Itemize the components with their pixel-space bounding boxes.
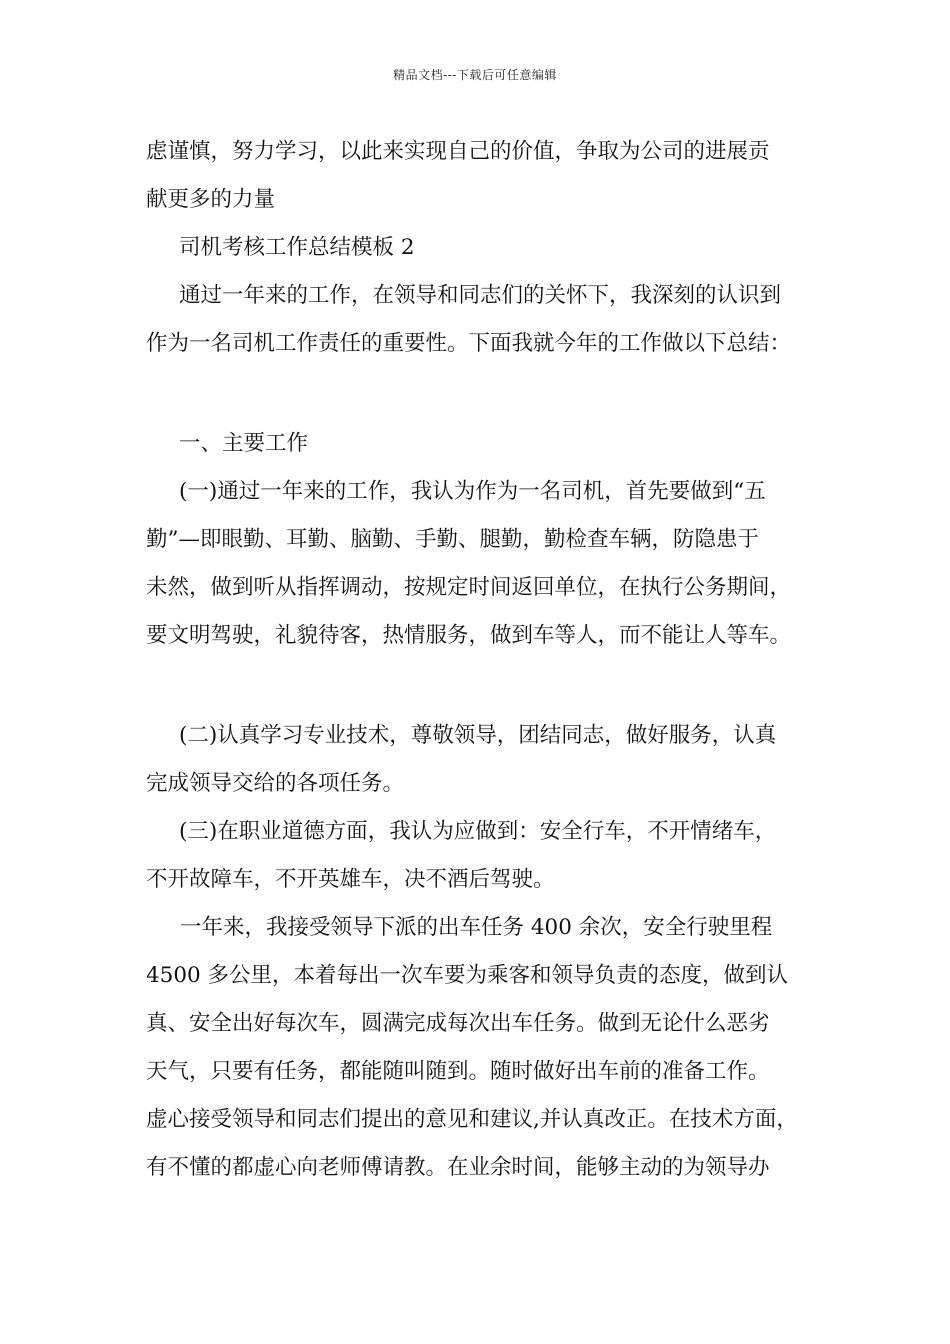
body-line: 通过一年来的工作，在领导和同志们的关怀下，我深刻的认识到	[179, 283, 782, 308]
body-line: 真、安全出好每次车，圆满完成每次出车任务。做到无论什么恶劣	[146, 1011, 770, 1036]
body-line: (二)认真学习专业技术，尊敬领导，团结同志，做好服务，认真	[179, 723, 777, 748]
body-line: (一)通过一年来的工作，我认为作为一名司机，首先要做到“五	[179, 479, 766, 504]
body-line: 要文明驾驶，礼貌待客，热情服务，做到车等人，而不能让人等车。	[146, 623, 792, 648]
body-line: 勤”—即眼勤、耳勤、脑勤、手勤、腿勤，勤检查车辆，防隐患于	[146, 527, 759, 552]
body-line: (三)在职业道德方面，我认为应做到：安全行车，不开情绪车，	[179, 819, 777, 844]
page-header: 精品文档---下载后可任意编辑	[393, 68, 557, 82]
section-heading: 一、主要工作	[179, 431, 309, 456]
body-line: 作为一名司机工作责任的重要性。下面我就今年的工作做以下总结：	[146, 331, 792, 356]
body-line: 未然，做到听从指挥调动，按规定时间返回单位，在执行公务期间，	[146, 575, 792, 600]
paragraph-gap	[146, 660, 826, 712]
body-line: 献更多的力量	[146, 187, 276, 212]
section-title: 司机考核工作总结模板 2	[179, 235, 415, 260]
body-line: 不开故障车，不开英雄车，决不酒后驾驶。	[146, 867, 555, 892]
body-line: 有不懂的都虚心向老师傅请教。在业余时间，能够主动的为领导办	[146, 1155, 770, 1180]
body-line: 4500 多公里，本着每出一次车要为乘客和领导负责的态度，做到认	[146, 963, 789, 988]
document-body	[146, 128, 826, 1192]
body-line: 虑谨慎，努力学习，以此来实现自己的价值，争取为公司的进展贡	[146, 139, 770, 164]
body-line: 虚心接受领导和同志们提出的意见和建议,并认真改正。在技术方面，	[146, 1107, 798, 1132]
body-line: 一年来，我接受领导下派的出车任务 400 余次，安全行驶里程	[180, 915, 773, 940]
paragraph-gap	[146, 368, 826, 420]
body-line: 天气，只要有任务，都能随叫随到。随时做好出车前的准备工作。	[146, 1059, 770, 1084]
body-line: 完成领导交给的各项任务。	[146, 771, 405, 796]
